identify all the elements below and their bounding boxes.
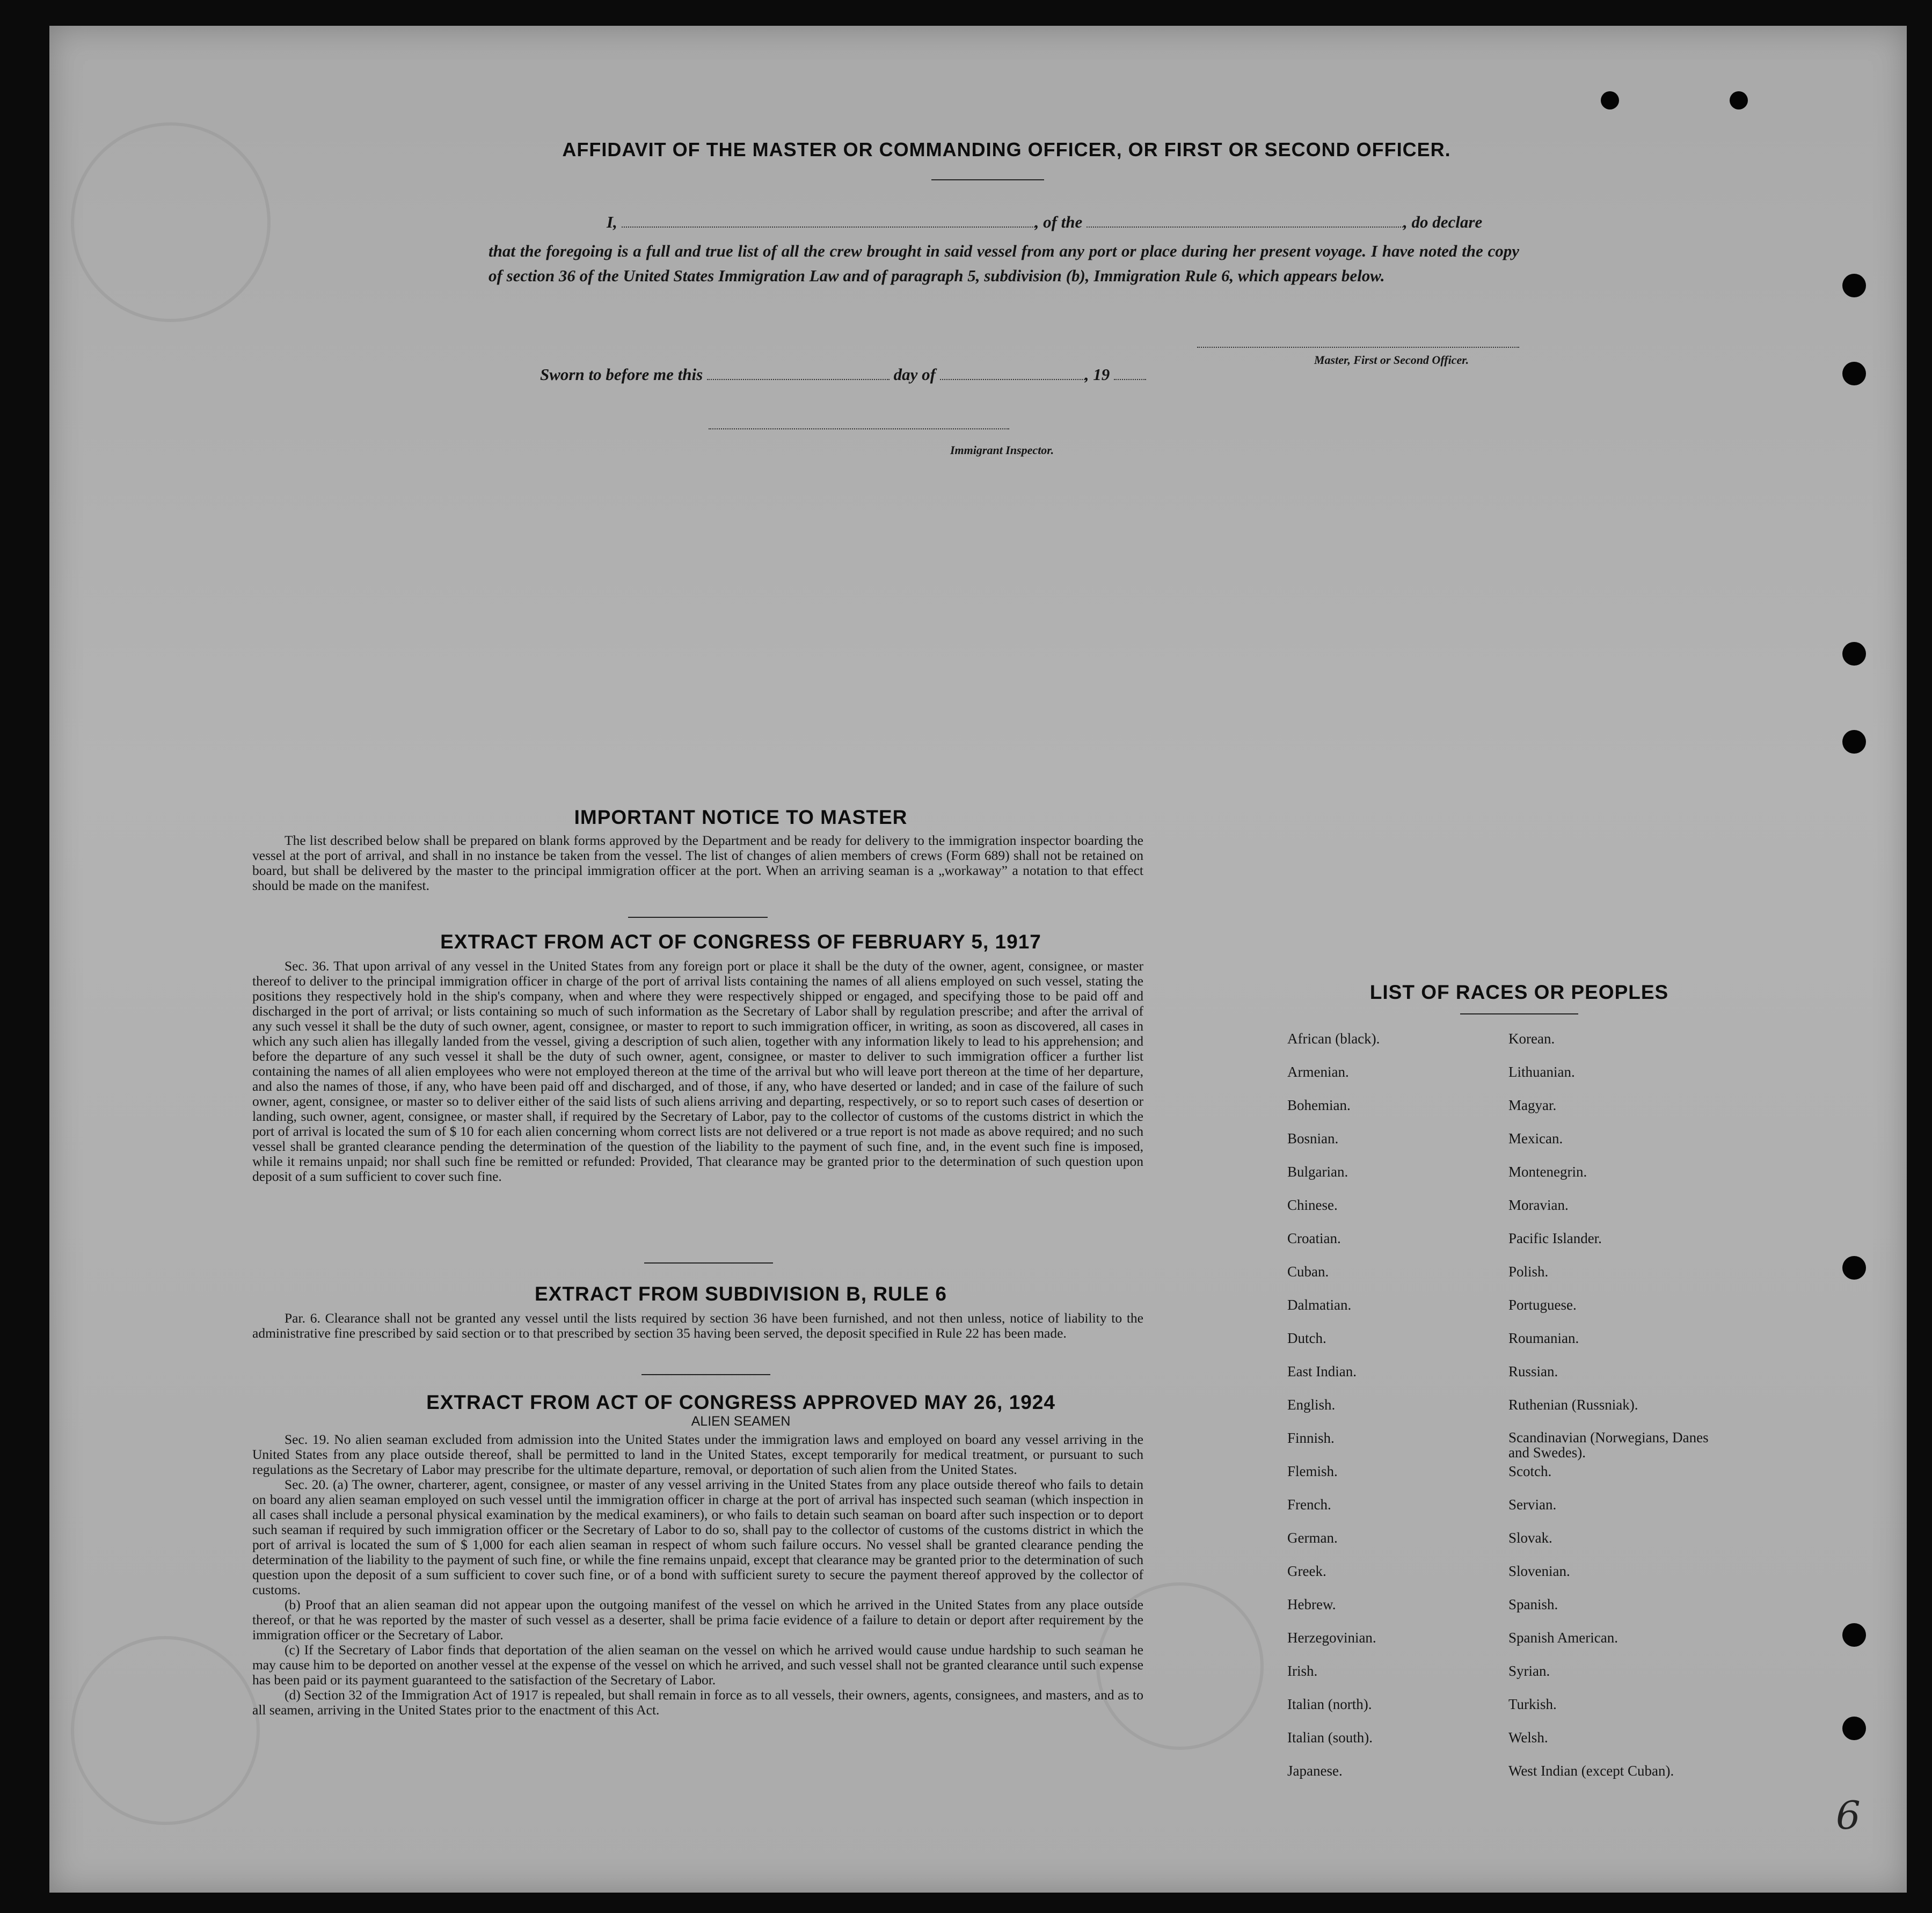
affidavit-title: AFFIDAVIT OF THE MASTER OR COMMANDING OFFICER, OR FIRST OR SECOND OFFICER. <box>562 138 1451 160</box>
sec-20c-paragraph: (c) If the Secretary of Labor finds that deportation of the alien seaman on the vessel on which he arrived would cause undue hardship to such seaman he may cause him to be deported on another vessel at the expense of the vessel on which he arrived, and such vessel shall not be granted clearance until such expense has been paid or its payment guaranteed to the satisfaction of the Secretary of Labor. <box>252 1642 1143 1688</box>
race-item: Bulgarian. <box>1287 1164 1348 1180</box>
race-item: Dalmatian. <box>1287 1297 1352 1313</box>
signature-label: Master, First or Second Officer. <box>1314 353 1469 367</box>
race-item: Bosnian. <box>1287 1130 1339 1147</box>
inspector-label: Immigrant Inspector. <box>950 443 1054 457</box>
race-item: Hebrew. <box>1287 1596 1336 1612</box>
race-item: Welsh. <box>1508 1729 1548 1746</box>
year-prefix: , 19 <box>1084 365 1110 384</box>
title-divider <box>931 179 1044 180</box>
race-item: English. <box>1287 1397 1336 1413</box>
race-item: Magyar. <box>1508 1097 1557 1113</box>
sec-20b-paragraph: (b) Proof that an alien seaman did not appear upon the outgoing manifest of the vessel on which he arrived in the United States from any place outside thereof, or that he was reported by the master of such vessel as a deserter, shall be prima facie evidence of a failure to detain or deport after requirement by the immigration officer or the Secretary of Labor. <box>252 1597 1143 1642</box>
race-item: Flemish. <box>1287 1463 1338 1479</box>
races-divider <box>1460 1013 1578 1014</box>
extract-rule6-title: EXTRACT FROM SUBDIVISION B, RULE 6 <box>535 1283 947 1305</box>
declaration-line <box>607 213 1482 232</box>
race-item: Roumanian. <box>1508 1330 1579 1346</box>
race-item: Herzegovinian. <box>1287 1630 1376 1646</box>
sec-19-paragraph: Sec. 19. No alien seaman excluded from admission into the United States under the immigration laws and employed on board any vessel arriving in the United States from any place outside thereof, shall be permitted to land in the United States, except temporarily for medical treatment, or pursuant to such regulations as the Secretary of Labor may prescribe for the ultimate departure, removal, or deportation of such alien from the United States. <box>252 1432 1143 1477</box>
race-item: Armenian. <box>1287 1064 1349 1080</box>
ghost-manifest-marks <box>376 483 385 501</box>
punch-hole <box>1842 642 1866 666</box>
race-item: Pacific Islander. <box>1508 1230 1602 1246</box>
day-of-label: day of <box>893 365 936 384</box>
race-item: Cuban. <box>1287 1264 1329 1280</box>
race-item: West Indian (except Cuban). <box>1508 1763 1674 1779</box>
race-item: Spanish American. <box>1508 1630 1618 1646</box>
section-divider <box>628 917 768 918</box>
sworn-line <box>540 365 1146 384</box>
race-item: Bohemian. <box>1287 1097 1351 1113</box>
notice-paragraph: The list described below shall be prepared on blank forms approved by the Department and be ready for delivery to the immigration inspector boarding the vessel at the port of arrival, and shall in no instance be taken from the vessel. The list of changes of alien members of crews (Form 689) shall not be retained on board, but shall be delivered by the master to the principal immigration officer at the port. When an arriving seaman is a „workaway” a notation to that effect should be made on the manifest. <box>252 833 1143 893</box>
race-item: Dutch. <box>1287 1330 1326 1346</box>
page-number: 6 <box>1836 1793 1861 1838</box>
race-item: Finnish. <box>1287 1430 1335 1446</box>
race-item: Slovak. <box>1508 1530 1552 1546</box>
extract-1917-title: EXTRACT FROM ACT OF CONGRESS OF FEBRUARY 5, 1917 <box>440 931 1041 953</box>
race-item: Slovenian. <box>1508 1563 1570 1579</box>
race-item: Japanese. <box>1287 1763 1343 1779</box>
punch-hole <box>1842 1256 1866 1280</box>
affidavit-statement: that the foregoing is a full and true list of all the crew brought in said vessel from any port or place during her present voyage. I have noted the copy of section 36 of the United States Immigration Law and of paragraph 5, subdivision (b), Immigration Rule 6, which appears below. <box>489 242 1519 285</box>
race-item: Irish. <box>1287 1663 1318 1679</box>
extract-rule6-text <box>252 1311 1143 1341</box>
extract-1924-text <box>252 1432 1143 1718</box>
punch-hole <box>1842 1717 1866 1740</box>
notice-text <box>252 833 1143 893</box>
section-divider <box>644 1262 773 1264</box>
i-prefix: I, <box>607 213 617 231</box>
race-item: German. <box>1287 1530 1338 1546</box>
notice-title: IMPORTANT NOTICE TO MASTER <box>574 806 908 828</box>
sworn-prefix: Sworn to before me this <box>540 365 703 384</box>
race-item: Turkish. <box>1508 1696 1557 1712</box>
race-item: Spanish. <box>1508 1596 1558 1612</box>
faint-stamp-decoration <box>71 122 271 322</box>
race-item: French. <box>1287 1496 1331 1513</box>
punch-hole <box>1842 730 1866 754</box>
race-item: Croatian. <box>1287 1230 1341 1246</box>
do-declare-label: , do declare <box>1403 213 1483 231</box>
race-item: Mexican. <box>1508 1130 1563 1147</box>
name-field[interactable] <box>622 215 1035 228</box>
extract-1924-title: EXTRACT FROM ACT OF CONGRESS APPROVED MAY 26, 1924 <box>426 1391 1055 1413</box>
race-item: Moravian. <box>1508 1197 1569 1213</box>
signature-field[interactable] <box>1197 335 1519 348</box>
race-item: Portuguese. <box>1508 1297 1577 1313</box>
race-item: African (black). <box>1287 1031 1380 1047</box>
sec-20d-paragraph: (d) Section 32 of the Immigration Act of 1917 is repealed, but shall remain in force as to all vessels, their owners, agents, consignees, and masters, and as to all seamen, arriving in the United States prior to the enactment of this Act. <box>252 1687 1143 1718</box>
sec-20a-paragraph: Sec. 20. (a) The owner, charterer, agent, consignee, or master of any vessel arriving in the United States from any place outside thereof who fails to detain on board any alien seaman employed on such vessel until the immigration officer in charge at the port of arrival has inspected such seaman (which inspection in all cases shall include a personal physical examination by the medical examiners), or who fails to detain such seaman on board after such inspection or to deport such seaman if required by such immigration officer or the Secretary of Labor to do so, shall pay to the collector of customs of the customs district in which the port of arrival is located the sum of $ 1,000 for each alien seaman in respect of whom such failure occurs. No vessel shall be granted clearance pending the determination of the liability to the payment of such fine, or while the fine remains unpaid, except that clearance may be granted prior to the determination of such question upon the deposit of a sum sufficient to cover such fine, or of a bond with sufficient surety to secure the payment thereof approved by the collector of customs. <box>252 1477 1143 1597</box>
race-item: Scandinavian (Norwegians, Danes and Swedes). <box>1508 1429 1709 1461</box>
race-item: Chinese. <box>1287 1197 1338 1213</box>
section-divider <box>641 1374 770 1375</box>
race-item: Scotch. <box>1508 1463 1552 1479</box>
race-item: Ruthenian (Russniak). <box>1508 1397 1638 1413</box>
race-item: Syrian. <box>1508 1663 1550 1679</box>
sworn-year-field[interactable] <box>1114 367 1146 380</box>
race-item: Polish. <box>1508 1264 1549 1280</box>
sworn-day-field[interactable] <box>707 367 890 380</box>
race-item: Italian (south). <box>1287 1729 1373 1746</box>
punch-hole <box>1601 91 1619 109</box>
extract-1924-subtitle: ALIEN SEAMEN <box>691 1414 791 1429</box>
race-item: Korean. <box>1508 1031 1555 1047</box>
extract-1917-text <box>252 959 1143 1184</box>
extract-rule6-paragraph: Par. 6. Clearance shall not be granted any vessel until the lists required by section 36 have been furnished, and not then unless, notice of liability to the administrative fine prescribed by said section or to that prescribed by section 35 having been served, the deposit specified in Rule 22 has been made. <box>252 1310 1143 1341</box>
races-title: LIST OF RACES OR PEOPLES <box>1369 981 1669 1003</box>
punch-hole <box>1842 362 1866 385</box>
punch-hole <box>1842 1623 1866 1647</box>
vessel-field[interactable] <box>1087 215 1403 228</box>
punch-hole <box>1730 91 1748 109</box>
extract-1917-paragraph: Sec. 36. That upon arrival of any vessel in the United States from any foreign port or place it shall be the duty of the owner, agent, consignee, or master thereof to deliver to the principal immigration officer in charge of the port of arrival lists containing the names of all aliens employed on such vessel, stating the positions they respectively hold in the ship's company, when and where they were respectively shipped or engaged, and specifying those to be paid off and discharged in the port of arrival; or lists containing so much of such information as the Secretary of Labor shall by regulation prescribe; and after the arrival of any such vessel it shall be the duty of such owner, agent, consignee, or master to report to such immigration officer, in writing, as soon as discovered, all cases in which any such alien has illegally landed from the vessel, giving a description of such alien, together with any information likely to lead to his apprehension; and before the departure of any such vessel it shall be the duty of such owner, agent, consignee, or master to deliver to such immigration officer a further list containing the names of all alien employees who were not employed thereon at the time of the arrival but who will leave port thereon at the time of her departure, and also the names of those, if any, who have been paid off and discharged, and of those, if any, who have deserted or landed; and in case of the failure of such owner, agent, consignee, or master so to deliver either of the said lists of such aliens arriving and departing, respectively, or so to report such cases of desertion or landing, such owner, agent, consignee, or master shall, if required by the Secretary of Labor, pay to the collector of customs of the customs district in which the port of arrival is located the sum of $ 10 for each alien concerning whom correct lists are not delivered or a true report is not made as above required; and no such vessel shall be granted clearance pending the determination of the question of the liability to the payment of such fine, and, in the event such fine is imposed, while it remains unpaid; nor shall such fine be remitted or refunded: Provided, That clearance may be granted prior to the determination of such question upon deposit of a sum sufficient to cover such fine. <box>252 958 1143 1184</box>
race-item: Greek. <box>1287 1563 1326 1579</box>
race-item: Montenegrin. <box>1508 1164 1587 1180</box>
race-item: Lithuanian. <box>1508 1064 1575 1080</box>
race-item: Servian. <box>1508 1496 1557 1513</box>
faint-stamp-decoration <box>71 1636 260 1825</box>
punch-hole <box>1842 274 1866 297</box>
race-item: Italian (north). <box>1287 1696 1372 1712</box>
race-item: Russian. <box>1508 1363 1558 1379</box>
inspector-signature-field[interactable] <box>709 417 1009 429</box>
of-the-label: , of the <box>1034 213 1083 231</box>
race-item: East Indian. <box>1287 1363 1357 1379</box>
sworn-month-field[interactable] <box>940 367 1085 380</box>
